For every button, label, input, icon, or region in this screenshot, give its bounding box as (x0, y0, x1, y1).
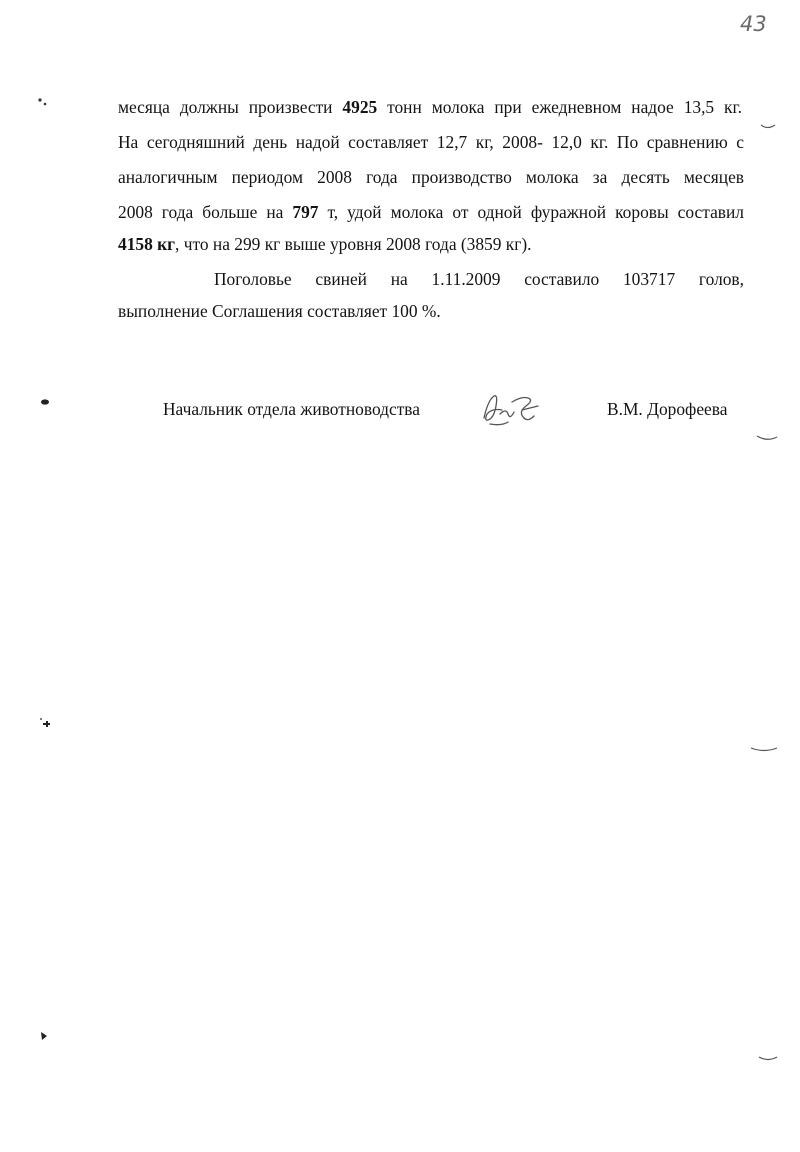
edge-mark-4 (758, 1054, 778, 1064)
edge-mark-3 (750, 744, 778, 754)
edge-mark-2 (756, 434, 778, 444)
edge-mark-1 (760, 122, 776, 132)
signatory-name: В.М. Дорофеева (607, 399, 728, 419)
milk-target-value: 4925 (342, 97, 378, 117)
binding-mark-3 (38, 716, 54, 730)
signature-position: Начальник отдела животноводства (163, 399, 421, 419)
milk-yield-value: 4158 кг (118, 234, 176, 254)
body-line-1 (118, 96, 742, 118)
body-line-6: Поголовье свиней на 1.11.2009 составило 103717 голов, (214, 269, 744, 289)
binding-mark-2 (38, 396, 52, 408)
body-line-1-text-a: месяца должны произвести (118, 97, 343, 117)
body-line-7: выполнение Соглашения составляет 100 %. (118, 301, 441, 321)
page-number: 43 (740, 12, 767, 36)
binding-mark-1 (36, 96, 50, 108)
body-line-3: аналогичным периодом 2008 года производство молока за десять месяцев (118, 167, 744, 187)
body-line-1-text-c: тонн молока при ежедневном надое 13,5 кг. (377, 97, 743, 117)
body-line-5-text-b: , что на 299 кг выше уровня 2008 года (3859 кг). (175, 234, 532, 254)
body-line-4-text-a: 2008 года больше на (118, 202, 293, 222)
binding-mark-4 (38, 1030, 50, 1042)
body-line-4-text-c: т, удой молока от одной фуражной коровы составил (318, 202, 744, 222)
handwritten-signature (478, 388, 550, 430)
body-line-4 (118, 201, 744, 223)
milk-increase-value: 797 (292, 202, 319, 222)
body-line-5 (118, 233, 532, 255)
body-line-2: На сегодняшний день надой составляет 12,7 кг, 2008- 12,0 кг. По сравнению с (118, 132, 744, 152)
